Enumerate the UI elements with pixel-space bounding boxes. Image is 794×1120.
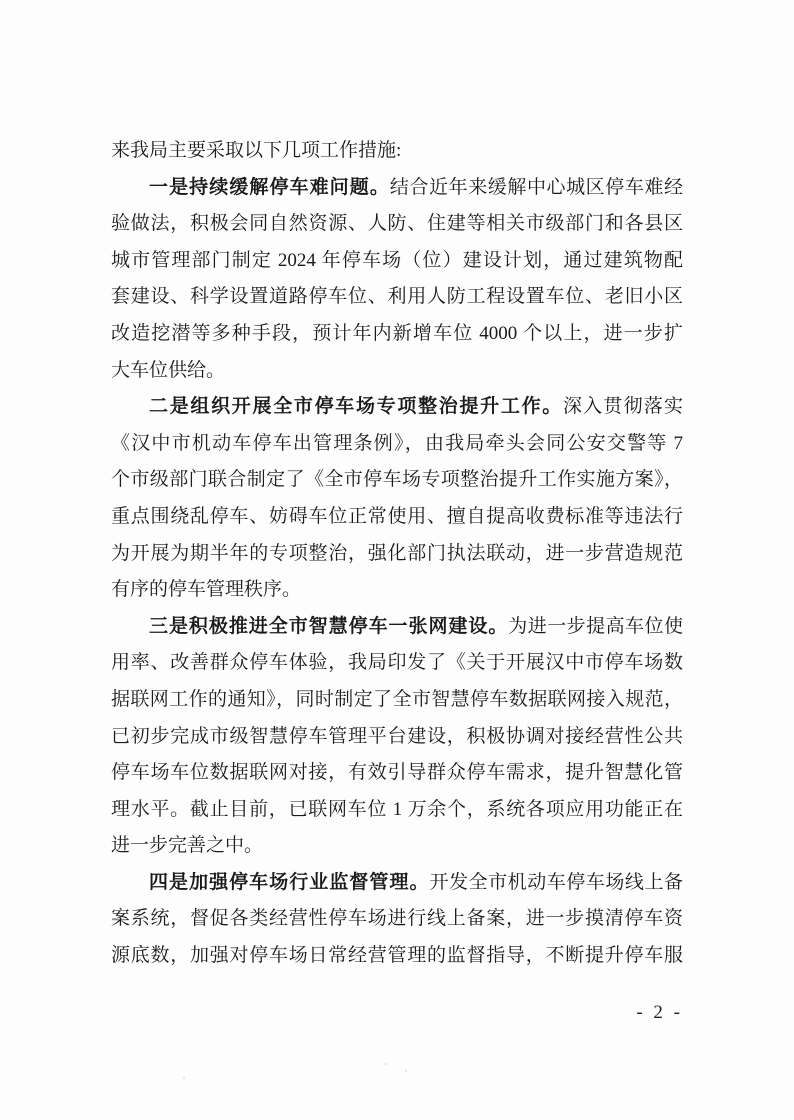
text-line	[111, 462, 683, 499]
text-run: 已初步完成市级智慧停车管理平台建设，积极协调对接经营性公共	[111, 725, 683, 747]
text-line	[111, 645, 683, 682]
scan-speck	[405, 1070, 407, 1072]
text-line	[111, 279, 683, 316]
page-number: - 2 -	[636, 1002, 683, 1023]
text-run: 大车位供给。	[111, 359, 226, 381]
text-run: 验做法，积极会同自然资源、人防、住建等相关市级部门和各县区	[111, 213, 683, 235]
text-line	[111, 792, 683, 829]
text-run: 有序的停车管理秩序。	[111, 579, 302, 601]
text-run: 用率、改善群众停车体验，我局印发了《关于开展汉中市停车场数	[111, 652, 683, 674]
text-line	[111, 170, 683, 207]
paragraph-lead: 二是组织开展全市停车场专项整治提升工作。	[149, 396, 563, 418]
paragraph-lead: 三是积极推进全市智慧停车一张网建设。	[149, 615, 509, 637]
text-run: 为进一步提高车位使	[508, 615, 683, 637]
text-run: 停车场车位数据联网对接，有效引导群众停车需求，提升智慧化管	[111, 762, 683, 784]
text-line	[111, 499, 683, 536]
text-line	[111, 353, 683, 390]
text-run: 《汉中市机动车停车出管理条例》，由我局牵头会同公安交警等 7	[111, 432, 683, 454]
text-run: 城市管理部门制定 2024 年停车场（位）建设计划，通过建筑物配	[111, 249, 683, 271]
text-run: 改造挖潜等多种手段，预计年内新增车位 4000 个以上，进一步扩	[111, 322, 683, 344]
document-body	[111, 133, 683, 975]
text-line	[111, 536, 683, 573]
text-run: 深入贯彻落实	[562, 396, 683, 418]
text-run: 来我局主要采取以下几项工作措施:	[111, 140, 402, 161]
text-line	[111, 609, 683, 646]
text-line	[111, 865, 683, 902]
text-run: 案系统，督促各类经营性停车场进行线上备案，进一步摸清停车资	[111, 908, 683, 930]
text-run: 套建设、科学设置道路停车位、利用人防工程设置车位、老旧小区	[111, 286, 683, 308]
paragraph-lead: 四是加强停车场行业监督管理。	[149, 871, 430, 893]
text-line	[111, 719, 683, 756]
text-run: 为开展为期半年的专项整治，强化部门执法联动，进一步营造规范	[111, 542, 683, 564]
text-run: 源底数，加强对停车场日常经营管理的监督指导，不断提升停车服	[111, 945, 683, 967]
paragraph-lead: 一是持续缓解停车难问题。	[149, 176, 390, 198]
text-line	[111, 243, 683, 280]
text-line	[111, 938, 683, 975]
text-run: 进一步完善之中。	[111, 835, 264, 857]
text-line	[111, 828, 683, 865]
text-line	[111, 572, 683, 609]
text-line	[111, 133, 683, 170]
text-run: 理水平。截止目前，已联网车位 1 万余个，系统各项应用功能正在	[111, 798, 683, 820]
text-line	[111, 316, 683, 353]
text-run: 重点围绕乱停车、妨碍车位正常使用、擅自提高收费标准等违法行	[111, 505, 683, 527]
text-run: 据联网工作的通知》，同时制定了全市智慧停车数据联网接入规范，	[111, 688, 683, 710]
text-line	[111, 389, 683, 426]
scan-speck	[183, 1077, 185, 1079]
text-line	[111, 426, 683, 463]
text-run: 个市级部门联合制定了《全市停车场专项整治提升工作实施方案》，	[111, 469, 683, 491]
text-run: 开发全市机动车停车场线上备	[429, 871, 683, 893]
scan-speck	[385, 1063, 387, 1065]
text-line	[111, 682, 683, 719]
text-line	[111, 901, 683, 938]
text-run: 结合近年来缓解中心城区停车难经	[389, 176, 683, 198]
text-line	[111, 206, 683, 243]
text-line	[111, 755, 683, 792]
